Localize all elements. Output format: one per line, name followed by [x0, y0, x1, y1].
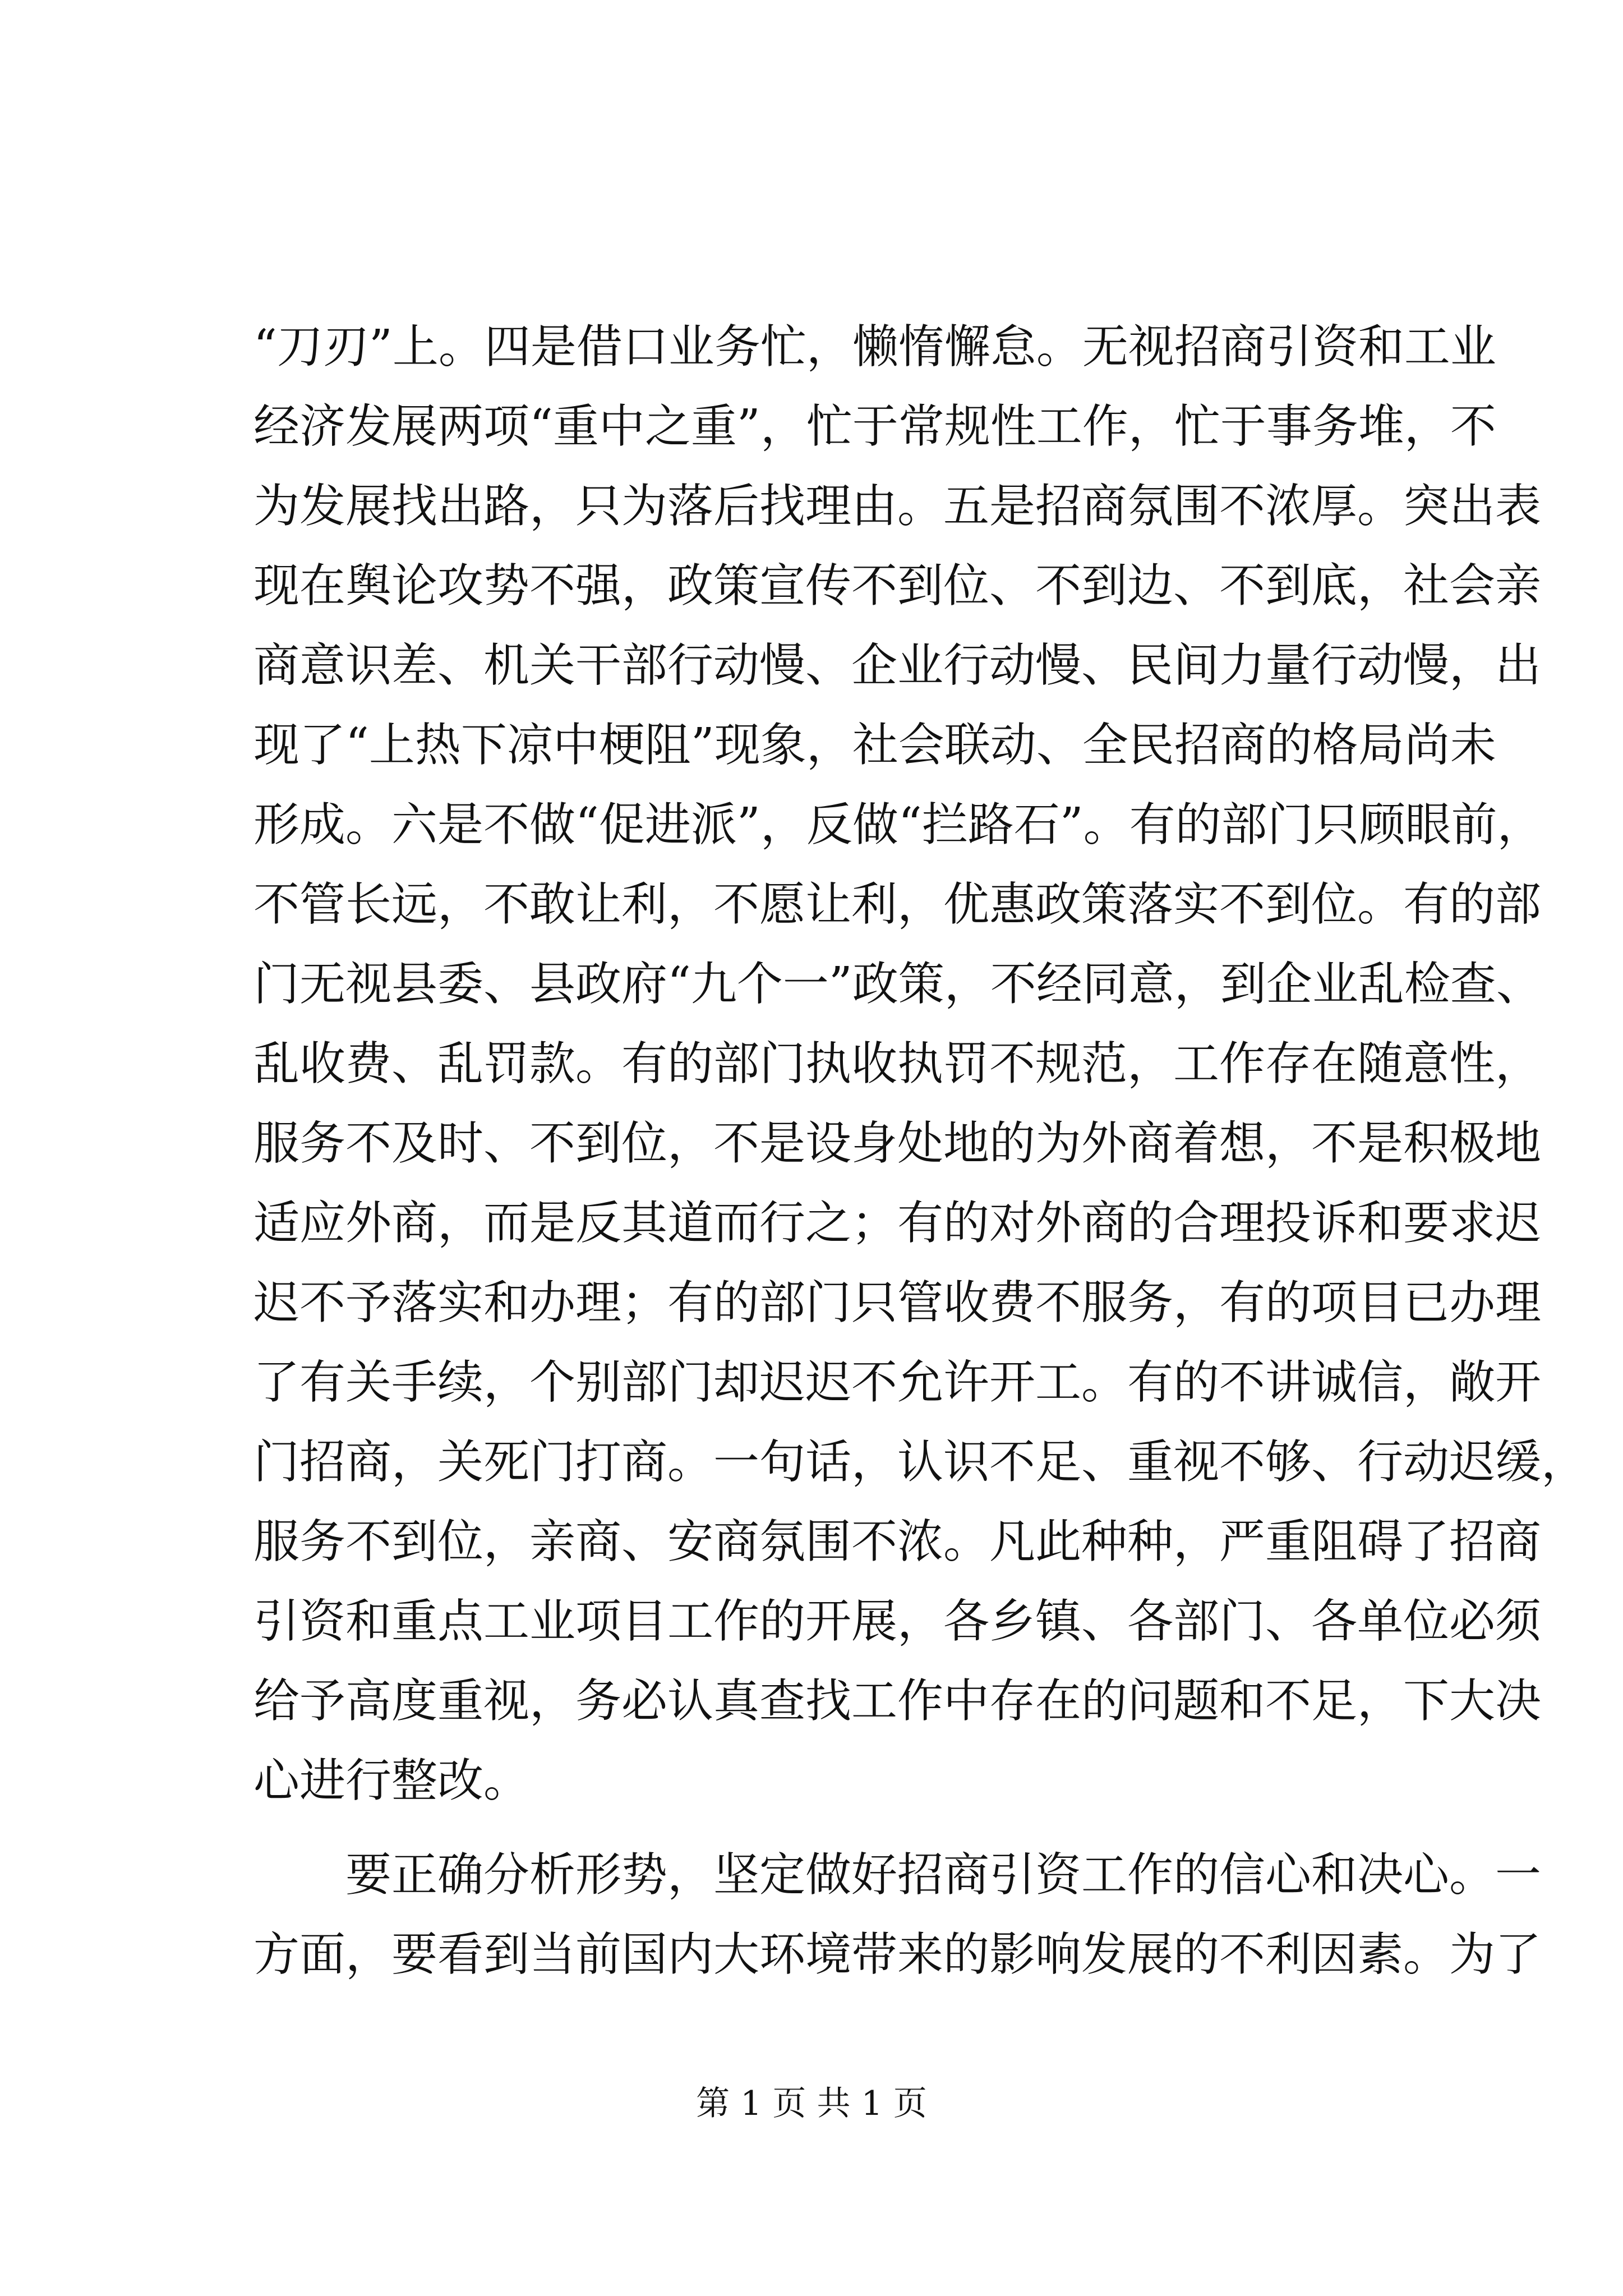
text-line: 门招商，关死门打商。一句话，认识不足、重视不够、行动迟缓，: [253, 1435, 1588, 1489]
text-line: 现了“上热下凉中梗阻”现象，社会联动、全民招商的格局尚未: [253, 719, 1496, 772]
text-line: 形成。六是不做“促进派”，反做“拦路石”。有的部门只顾眼前，: [253, 798, 1543, 852]
page-number-label: 第 1 页 共 1 页: [696, 2084, 927, 2123]
text-line: 迟不予落实和办理；有的部门只管收费不服务，有的项目已办理: [253, 1276, 1542, 1329]
text-line: 现在舆论攻势不强，政策宣传不到位、不到边、不到底，社会亲: [253, 559, 1542, 613]
text-line: 服务不到位，亲商、安商氛围不浓。凡此种种，严重阻碍了招商: [253, 1515, 1542, 1568]
text-line: 适应外商，而是反其道而行之；有的对外商的合理投诉和要求迟: [253, 1197, 1542, 1250]
text-line: 服务不及时、不到位，不是设身处地的为外商着想，不是积极地: [253, 1117, 1542, 1170]
text-line: 商意识差、机关干部行动慢、企业行动慢、民间力量行动慢，出: [253, 639, 1542, 692]
text-line: 不管长远，不敢让利，不愿让利，优惠政策落实不到位。有的部: [253, 878, 1542, 931]
body-text: [253, 307, 1588, 1995]
text-line: 为发展找出路，只为落后找理由。五是招商氛围不浓厚。突出表: [253, 480, 1542, 533]
text-line: 要正确分析形势，坚定做好招商引资工作的信心和决心。一: [345, 1848, 1542, 1902]
text-line: 心进行整改。: [253, 1754, 530, 1807]
text-line: 给予高度重视，务必认真查找工作中存在的问题和不足，下大决: [253, 1674, 1542, 1728]
page-footer: [0, 2081, 1623, 2126]
text-line: 方面，要看到当前国内大环境带来的影响发展的不利因素。为了: [253, 1928, 1542, 1981]
text-line: 乱收费、乱罚款。有的部门执收执罚不规范，工作存在随意性，: [253, 1037, 1542, 1091]
text-line: 门无视县委、县政府“九个一”政策，不经同意，到企业乱检查、: [253, 958, 1542, 1011]
text-line: “刀刃”上。四是借口业务忙，懒惰懈怠。无视招商引资和工业: [253, 320, 1496, 374]
text-line: 引资和重点工业项目工作的开展，各乡镇、各部门、各单位必须: [253, 1595, 1542, 1648]
text-line: 了有关手续，个别部门却迟迟不允许开工。有的不讲诚信，敞开: [253, 1356, 1542, 1409]
paragraph-gap: [253, 1821, 1426, 1835]
text-line: 经济发展两项“重中之重”，忙于常规性工作，忙于事务堆，不: [253, 400, 1496, 453]
